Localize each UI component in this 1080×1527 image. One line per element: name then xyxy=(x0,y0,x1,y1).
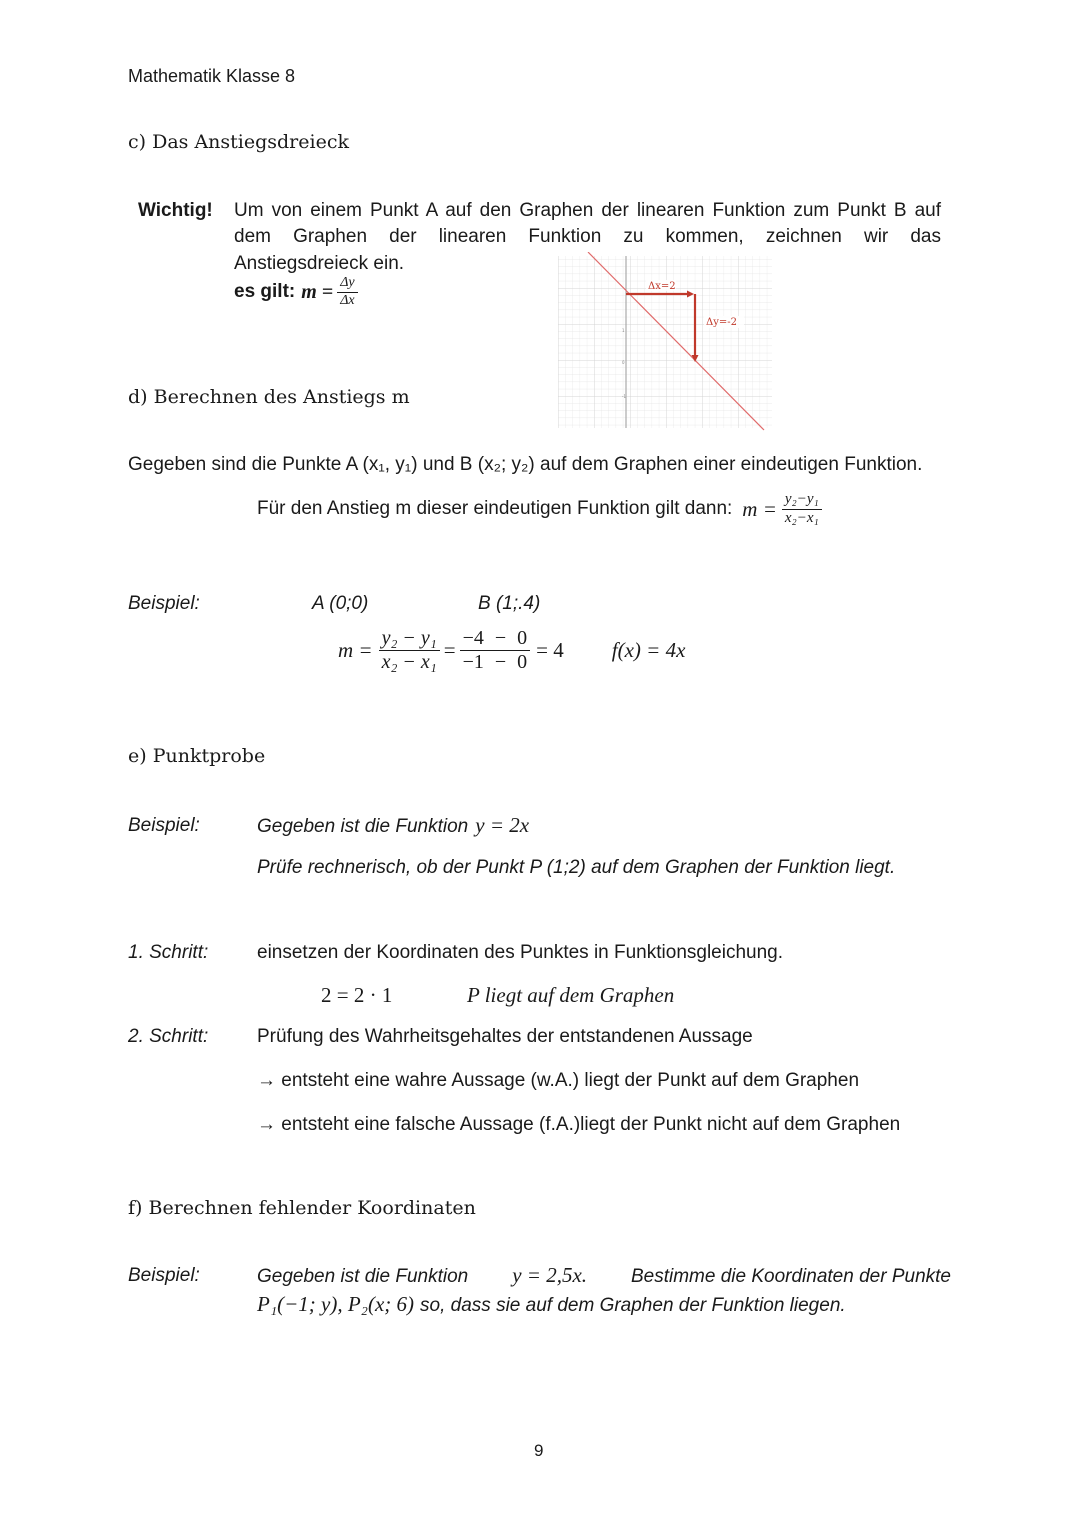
calc-den-2: −1 − 0 xyxy=(462,651,528,673)
step-2-label: 2. Schritt: xyxy=(128,1026,209,1047)
step-1-equation: 2 = 2 · 1 xyxy=(321,983,393,1007)
rule-prefix: es gilt: xyxy=(234,281,296,303)
calc-fraction-1 xyxy=(379,628,440,673)
formula-numerator: y₂−y₁ xyxy=(782,492,822,510)
example-label-e: Beispiel: xyxy=(128,815,200,836)
calc-equals: = xyxy=(443,638,456,662)
calc-fraction-2 xyxy=(460,628,531,673)
svg-text:-1: -1 xyxy=(622,394,626,399)
slope-triangle-graph xyxy=(558,252,776,432)
page-number: 9 xyxy=(534,1441,544,1460)
svg-text:1: 1 xyxy=(622,328,625,333)
important-label: Wichtig! xyxy=(138,200,213,221)
section-d-title: d) Berechnen des Anstiegs m xyxy=(128,386,410,408)
point-a: A (0;0) xyxy=(312,593,369,614)
punktprobe-task xyxy=(257,813,529,838)
given-points-text: Gegeben sind die Punkte A (x₁, y₁) und B (x₂; y₂) auf dem Graphen einer eindeutigen Funktion. xyxy=(128,454,923,475)
f-line2-points: P₁(−1; y), P₂(x; 6) xyxy=(257,1292,415,1316)
slope-formula xyxy=(257,492,822,527)
step-2-false: → entsteht eine falsche Aussage (f.A.)liegt der Punkt nicht auf dem Graphen xyxy=(257,1114,901,1135)
example-label-f: Beispiel: xyxy=(128,1265,200,1286)
important-line-3: Anstiegsdreieck ein. xyxy=(234,253,405,274)
important-line-1: Um von einem Punkt A auf den Graphen der linearen Funktion zum Punkt B auf xyxy=(234,200,941,221)
section-f-title: f) Berechnen fehlender Koordinaten xyxy=(128,1197,476,1219)
task-prefix: Gegeben ist die Funktion xyxy=(257,816,469,837)
example-label-d: Beispiel: xyxy=(128,593,200,614)
rule-numerator: Δy xyxy=(337,276,357,293)
formula-fraction xyxy=(782,492,822,527)
page-header: Mathematik Klasse 8 xyxy=(128,66,296,86)
step-1-result: P liegt auf dem Graphen xyxy=(467,983,675,1007)
step-1-text: einsetzen der Koordinaten des Punktes in Funktionsgleichung. xyxy=(257,942,784,963)
important-line-2: dem Graphen der linearen Funktion zu kommen, zeichnen wir das xyxy=(234,226,941,247)
section-c-title: c) Das Anstiegsdreieck xyxy=(128,131,349,153)
f-line2-rest: so, dass sie auf dem Graphen der Funktion liegen. xyxy=(420,1295,846,1316)
task-line-2: Prüfe rechnerisch, ob der Punkt P (1;2) auf dem Graphen der Funktion liegt. xyxy=(257,857,896,878)
svg-text:0: 0 xyxy=(622,360,625,365)
slope-rule xyxy=(234,276,358,308)
formula-text: Für den Anstieg m dieser eindeutigen Funktion gilt dann: xyxy=(257,498,733,520)
formula-variable: m = xyxy=(742,496,777,521)
formula-denominator: x₂−x₁ xyxy=(784,509,819,526)
task-function: y = 2x xyxy=(475,813,530,837)
calc-function: f(x) = 4x xyxy=(611,638,686,662)
point-b: B (1;.4) xyxy=(478,593,541,614)
calc-result: = 4 xyxy=(536,638,564,662)
rule-fraction xyxy=(337,276,357,308)
calc-num-1: y₂ − y₁ xyxy=(379,628,440,651)
f-line1-b: Bestimme die Koordinaten der Punkte xyxy=(630,1266,951,1287)
missing-coords-line-1 xyxy=(257,1263,951,1288)
slope-calculation xyxy=(338,628,685,673)
section-e-title: e) Punktprobe xyxy=(128,745,266,767)
delta-x-label: Δx=2 xyxy=(648,281,676,292)
calc-lhs: m = xyxy=(338,638,373,662)
calc-den-1: x₂ − x₁ xyxy=(381,651,437,673)
f-line1-func: y = 2,5x. xyxy=(512,1263,588,1287)
rule-variable: m = xyxy=(301,280,334,303)
rule-denominator: Δx xyxy=(340,292,355,308)
delta-y-label: Δy=-2 xyxy=(706,317,737,328)
missing-coords-line-2 xyxy=(257,1292,846,1317)
step-2-true: → entsteht eine wahre Aussage (w.A.) liegt der Punkt auf dem Graphen xyxy=(257,1070,860,1091)
f-line1-a: Gegeben ist die Funktion xyxy=(257,1266,469,1287)
step-2-text: Prüfung des Wahrheitsgehaltes der entstandenen Aussage xyxy=(257,1026,753,1047)
calc-num-2: −4 − 0 xyxy=(460,628,531,651)
step-1-label: 1. Schritt: xyxy=(128,942,209,963)
